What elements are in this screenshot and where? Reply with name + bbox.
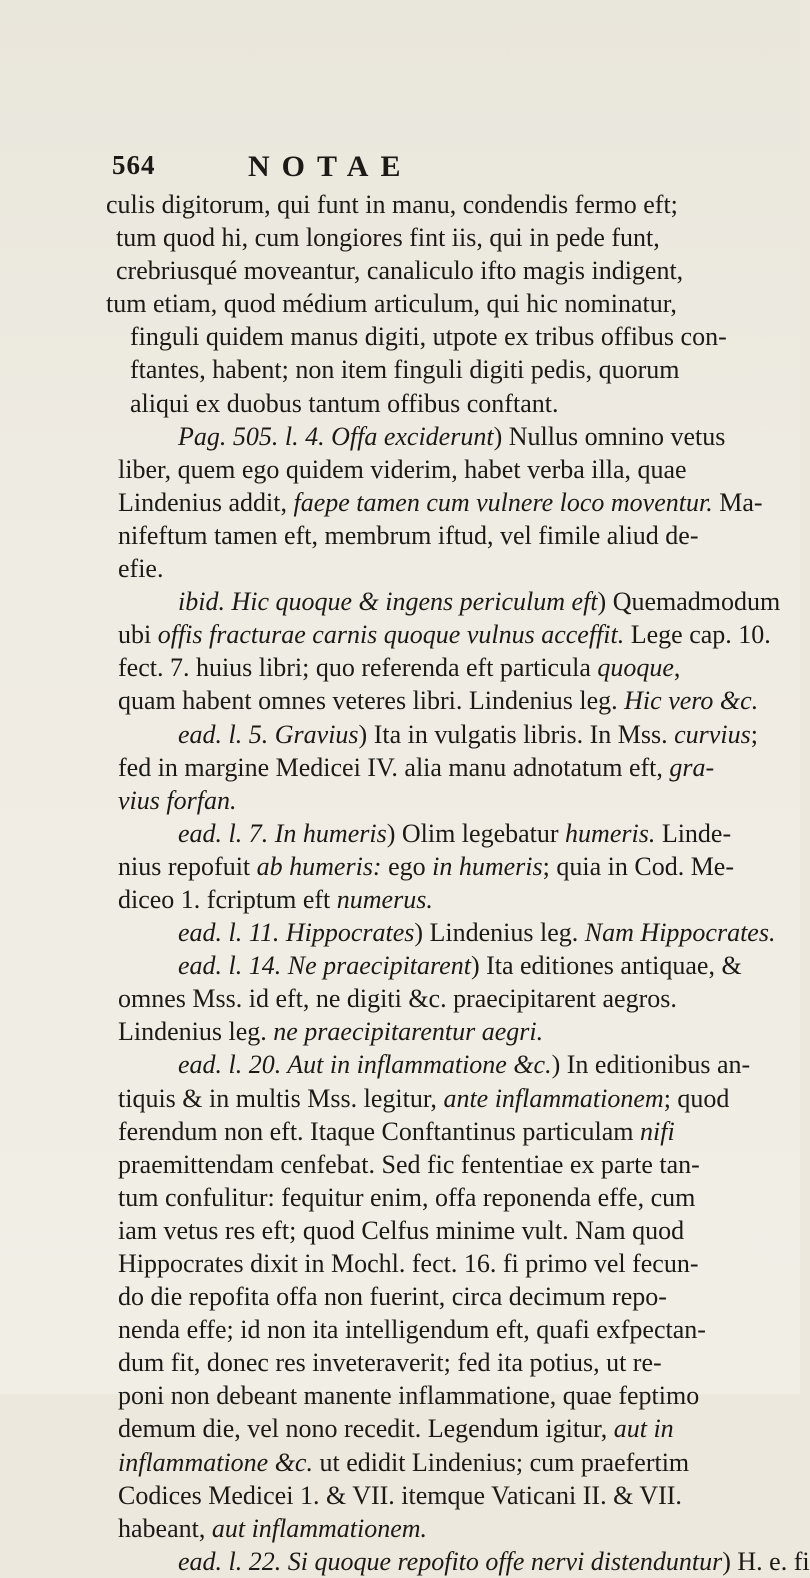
text-segment: humeris. [565, 818, 656, 848]
text-line [88, 1082, 730, 1115]
text-line [88, 1446, 724, 1479]
text-line [88, 1412, 724, 1445]
text-segment: ab humeris: [256, 851, 382, 881]
text-line [88, 1512, 724, 1545]
text-segment: ) Ita in vulgatis libris. In Mss. [358, 719, 675, 749]
text-segment: in humeris [432, 851, 543, 881]
text-segment: tiquis & in multis Mss. legitur, [118, 1083, 444, 1113]
text-line [88, 949, 742, 982]
text-segment: finguli quidem manus digiti, utpote ex tribus offibus con- [130, 322, 727, 352]
text-segment: fed in margine Medicei IV. alia manu adnotatum eft, [118, 752, 670, 782]
text-line [88, 1048, 751, 1081]
text-segment: crebriusqué moveantur, canaliculo ifto magis indigent, [116, 256, 684, 286]
text-segment: Linde- [655, 818, 732, 848]
text-segment: aut inflammationem. [211, 1513, 428, 1543]
text-line [88, 221, 724, 254]
text-line [88, 1545, 810, 1578]
text-segment: ; quia in Cod. Me- [542, 851, 735, 881]
text-segment: Hippocrates dixit in Mochl. fect. 16. fi primo vel fecun- [118, 1249, 699, 1278]
text-line [88, 1346, 724, 1379]
text-segment: Lindenius addit, [118, 487, 294, 517]
text-segment: ead. l. 11. Hippocrates [178, 918, 415, 948]
text-segment: nifeftum tamen eft, membrum iftud, vel fimile aliud de- [118, 520, 699, 550]
text-line [88, 1379, 724, 1412]
text-segment: habeant, [118, 1513, 212, 1543]
text-line [88, 883, 724, 916]
text-segment: fect. 7. huius libri; quo referenda eft particula [118, 653, 598, 683]
text-segment: Offa exciderunt [331, 421, 494, 451]
text-segment: poni non debeant manente inflammatione, quae feptimo [118, 1381, 700, 1411]
text-segment: dum fit, donec res inveteraverit; fed ita potius, ut re- [118, 1348, 662, 1378]
text-segment: nenda effe; id non ita intelligendum eft, quafi exfpectan- [118, 1315, 706, 1345]
text-line [88, 287, 724, 320]
text-segment: aliqui ex duobus tantum offibus conftant. [130, 388, 559, 418]
text-segment: Codices Medicei 1. & VII. itemque Vaticani II. & VII. [118, 1480, 682, 1510]
text-segment: curvius [674, 719, 751, 749]
text-segment: ferendum non eft. Itaque Conftantinus particulam [118, 1116, 641, 1146]
text-segment: inflammatione &c. [118, 1447, 313, 1477]
text-line [88, 751, 724, 784]
page-number: 564 [112, 150, 156, 180]
text-segment: quam habent omnes veteres libri. Lindenius leg. [118, 686, 625, 716]
text-line [88, 982, 724, 1015]
text-line [88, 817, 732, 850]
text-segment: nifi [640, 1116, 675, 1146]
text-line [88, 618, 771, 651]
text-segment: demum die, vel nono recedit. Legendum igitur, [118, 1414, 614, 1444]
text-line [88, 1280, 724, 1313]
text-segment: nius repofuit [118, 851, 257, 881]
text-segment: Lege cap. 10. [624, 620, 771, 650]
text-segment: ubi [118, 620, 158, 650]
text-segment: ne praecipitarentur aegri. [273, 1017, 544, 1047]
text-segment: ) Ita editiones antiquae, & [470, 951, 742, 981]
text-line [88, 420, 724, 453]
text-line [88, 1115, 724, 1148]
text-segment: quoque [597, 653, 674, 683]
text-segment: ego [381, 851, 433, 881]
text-line [88, 651, 724, 684]
text-line [88, 850, 735, 883]
text-segment: iam vetus res eft; quod Celfus minime vult. Nam quod [118, 1215, 685, 1245]
text-segment: ftantes, habent; non item finguli digiti pedis, quorum [130, 355, 680, 385]
text-line [88, 1148, 724, 1181]
text-segment: culis digitorum, qui funt in manu, condendis fermo eft; [106, 190, 678, 219]
text-segment: do die repofita offa non fuerint, circa decimum repo- [118, 1282, 667, 1312]
text-line [88, 1015, 724, 1048]
text-segment: ead. l. 14. Ne praecipitarent [178, 951, 471, 981]
text-segment: faepe tamen cum vulnere loco moventur. [293, 487, 713, 517]
text-segment: ) In editionibus an- [551, 1050, 751, 1080]
text-segment: ante inflammationem [443, 1083, 664, 1113]
text-line [88, 353, 724, 386]
running-title: NOTAE [248, 150, 413, 183]
text-line [88, 387, 724, 420]
text-segment: tum etiam, quod médium articulum, qui hic nominatur, [106, 289, 677, 319]
text-segment: liber, quem ego quidem viderim, habet verba illa, quae [118, 454, 687, 484]
text-line [88, 1247, 724, 1280]
text-segment: tum confulitur: fequitur enim, offa reponenda effe, cum [118, 1182, 696, 1212]
text-line [88, 486, 763, 519]
text-segment: ) Olim legebatur [386, 818, 566, 848]
text-segment: gra- [669, 752, 715, 782]
text-segment: ; [750, 719, 758, 749]
text-segment: offis fracturae carnis quoque vulnus acceffit. [157, 620, 625, 650]
text-segment: aut in [613, 1414, 674, 1444]
text-line [88, 718, 758, 751]
text-line [88, 254, 724, 287]
text-segment: ) Lindenius leg. [414, 918, 585, 948]
text-line [88, 453, 724, 486]
text-segment: diceo 1. fcriptum eft [118, 884, 337, 914]
text-segment: Nam Hippocrates. [584, 918, 776, 948]
text-segment: Ma- [712, 487, 763, 517]
text-line [88, 1181, 724, 1214]
text-line [88, 1313, 724, 1346]
text-segment: ; quod [663, 1083, 730, 1113]
text-line [88, 188, 724, 221]
text-segment: , [673, 653, 681, 683]
text-line [88, 916, 776, 949]
text-segment: ) Nullus omnino vetus [493, 421, 726, 451]
text-segment: ibid. Hic quoque & ingens periculum eft [178, 587, 598, 617]
text-segment: ) H. e. fi [722, 1546, 810, 1576]
text-segment: ) Quemadmodum [597, 587, 781, 617]
text-line [88, 552, 724, 585]
text-segment: ead. l. 20. Aut in inflammatione &c. [178, 1050, 552, 1080]
text-segment: vius forfan. [118, 785, 237, 815]
text-line [88, 585, 781, 618]
text-segment: ead. l. 7. In humeris [178, 818, 387, 848]
text-segment: ead. l. 5. Gravius [178, 719, 359, 749]
text-line [88, 684, 759, 717]
text-line [88, 320, 727, 353]
text-segment: ead. l. 22. Si quoque repofito offe nervi distenduntur [178, 1546, 723, 1576]
page-header [112, 150, 692, 190]
text-segment: ut edidit Lindenius; cum praefertim [312, 1447, 690, 1477]
text-line [88, 1479, 724, 1512]
text-segment: efie. [118, 554, 164, 584]
body-text [88, 188, 810, 1578]
text-segment: numerus. [336, 884, 433, 914]
text-segment: Hic vero &c. [624, 686, 759, 716]
text-segment: praemittendam cenfebat. Sed fic fententiae ex parte tan- [118, 1149, 700, 1179]
text-segment: Pag. 505. l. 4. [178, 421, 332, 451]
text-segment: omnes Mss. id eft, ne digiti &c. praecipitarent aegros. [118, 984, 677, 1014]
text-segment: tum quod hi, cum longiores fint iis, qui in pede funt, [116, 223, 660, 253]
text-segment: Lindenius leg. [118, 1017, 274, 1047]
text-line [88, 1214, 724, 1247]
text-line [88, 519, 724, 552]
text-line [88, 784, 724, 817]
